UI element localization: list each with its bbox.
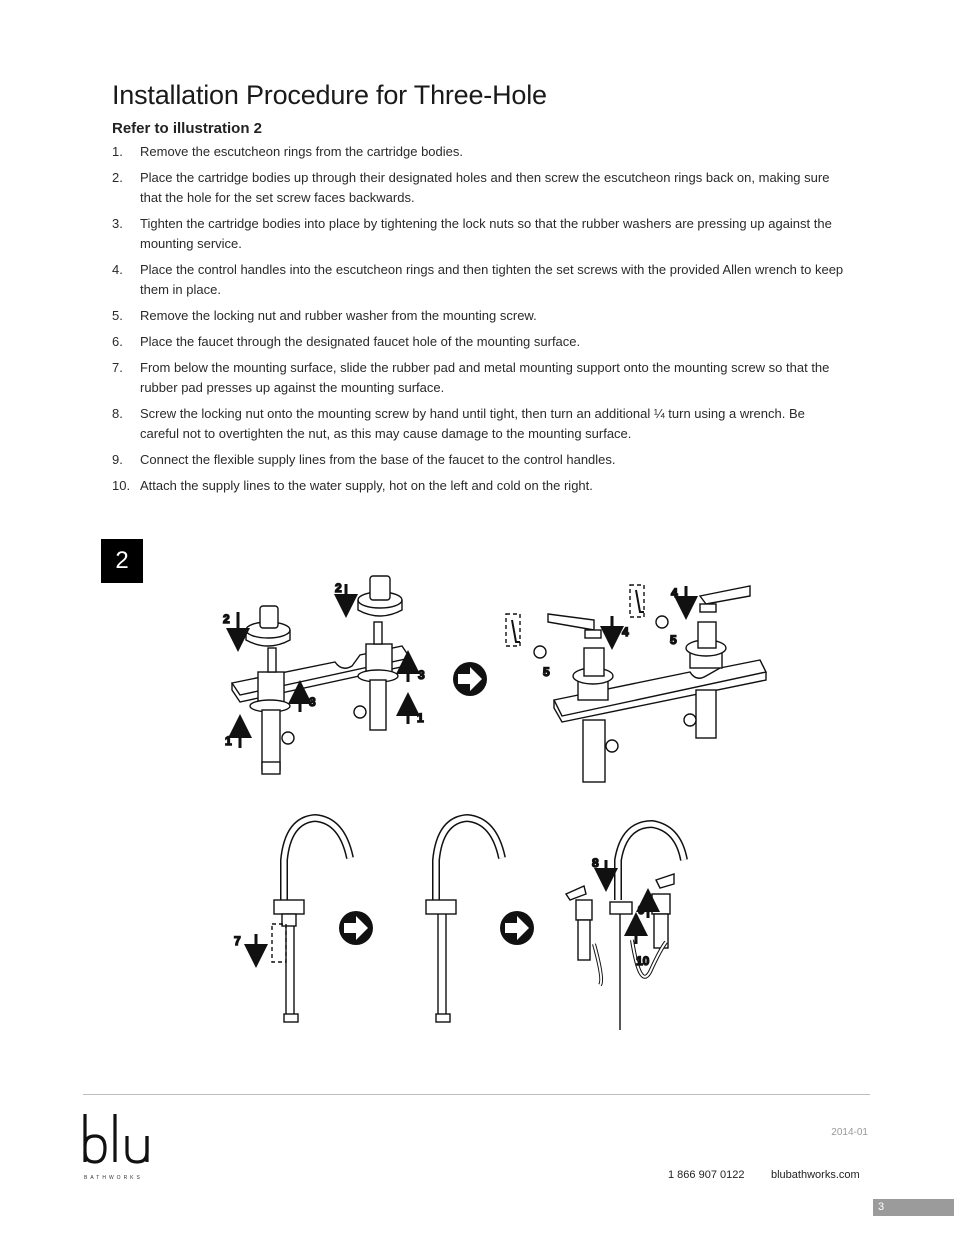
callout-2: 2 <box>223 612 230 626</box>
callout-8: 8 <box>592 856 599 870</box>
step-number: 9. <box>112 452 123 467</box>
step-number: 7. <box>112 360 123 375</box>
arrow-right-icon <box>339 911 373 945</box>
step-number: 2. <box>112 170 123 185</box>
step-text: Screw the locking nut onto the mounting screw by hand until tight, then turn an additional ¼ turn using a wrench. Be careful not to overtighten the nut, as this may cause damage to the mounting surface. <box>140 406 805 441</box>
step-text: Place the control handles into the escutcheon rings and then tighten the set screws with the provided Allen wrench to keep them in place. <box>140 262 844 297</box>
arrow-right-icon <box>500 911 534 945</box>
panel-cartridge-install <box>232 576 410 774</box>
step-text: Tighten the cartridge bodies into place by tightening the lock nuts so that the rubber washers are pressing up against the mounting service. <box>140 216 832 251</box>
step-number: 6. <box>112 334 123 349</box>
step-number: 5. <box>112 308 123 323</box>
panel-faucet-mount <box>256 818 350 1022</box>
page-title: Installation Procedure for Three-Hole <box>112 80 547 110</box>
callout-7: 7 <box>234 934 241 948</box>
callout-2: 2 <box>335 581 342 595</box>
callout-1: 1 <box>225 734 232 748</box>
callout-4: 4 <box>622 625 629 639</box>
step-number: 4. <box>112 262 123 277</box>
document-date: 2014-01 <box>831 1127 868 1138</box>
step-text: Remove the escutcheon rings from the cartridge bodies. <box>140 144 464 159</box>
step-text: Connect the flexible supply lines from the base of the faucet to the control handles. <box>140 452 616 467</box>
step-text: Place the cartridge bodies up through their designated holes and then screw the escutcheon rings back on, making sure that the hole for the set screw faces backwards. <box>140 170 830 205</box>
step-text: Attach the supply lines to the water supply, hot on the left and cold on the right. <box>140 478 593 493</box>
page-number: 3 <box>878 1201 885 1213</box>
callout-1: 1 <box>417 711 424 725</box>
callout-5: 5 <box>670 633 677 647</box>
panel-handle-install <box>506 585 766 782</box>
illustration-number-badge: 2 <box>101 539 143 583</box>
logo-subtitle: BATHWORKS <box>84 1175 143 1181</box>
phone-number: 1 866 907 0122 <box>668 1169 745 1181</box>
step-text: Place the faucet through the designated faucet hole of the mounting surface. <box>140 334 581 349</box>
callout-4: 4 <box>671 586 678 600</box>
callout-5: 5 <box>543 665 550 679</box>
callout-3: 3 <box>309 695 316 709</box>
illustration-reference: Refer to illustration 2 <box>112 120 263 137</box>
blu-bathworks-logo <box>83 1112 163 1164</box>
website-link[interactable]: blubathworks.com <box>771 1169 860 1181</box>
callout-3: 3 <box>418 668 425 682</box>
panel-supply-lines <box>566 824 684 1030</box>
page-number-bar <box>873 1199 954 1216</box>
step-text: From below the mounting surface, slide the rubber pad and metal mounting support onto the mounting screw so that the rubber pad presses up against the mounting surface. <box>140 360 830 395</box>
step-number: 3. <box>112 216 123 231</box>
callout-9: 9 <box>638 903 645 917</box>
panel-faucet-mounted <box>426 818 502 1022</box>
step-text: Remove the locking nut and rubber washer from the mounting screw. <box>140 308 537 323</box>
footer-divider <box>83 1094 870 1095</box>
step-number: 8. <box>112 406 123 421</box>
step-number: 1. <box>112 144 123 159</box>
arrow-right-icon <box>453 662 487 696</box>
step-number: 10. <box>112 478 131 493</box>
callout-10: 10 <box>636 954 650 968</box>
